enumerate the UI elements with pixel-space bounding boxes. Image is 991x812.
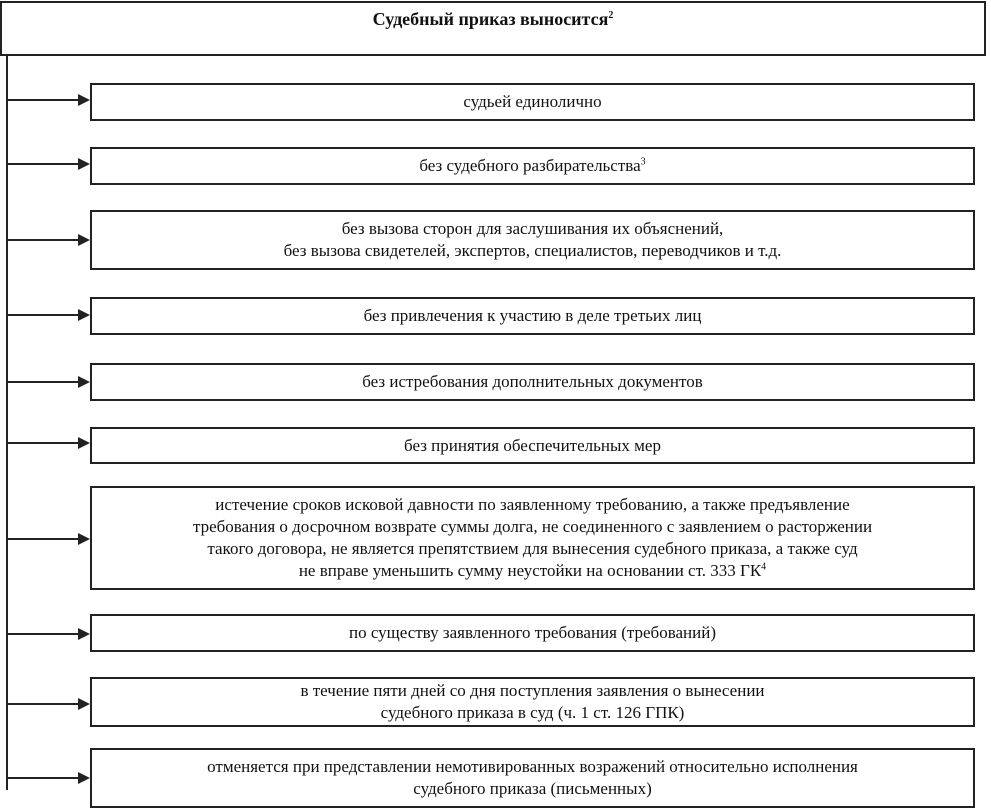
item-6-line-1: без принятия обеспечительных мер — [404, 435, 661, 455]
item-10-line-2: судебного приказа (письменных) — [413, 779, 652, 798]
item-box-7 — [90, 486, 975, 590]
item-7-footnote-mark: 4 — [761, 561, 767, 573]
item-box-4 — [90, 297, 975, 335]
item-7-line-2: требования о досрочном возврате суммы долга, не соединенного с заявлением о расторжении — [192, 517, 873, 536]
item-7-line-4: не вправе уменьшить сумму неустойки на основании ст. 333 $ГК^4$ — [298, 561, 767, 580]
item-4-line-1: без привлечения к участию в деле третьих лиц — [363, 306, 702, 325]
item-3-line-2: без вызова свидетелей, экспертов, специалистов, переводчиков и т.д. — [283, 241, 782, 260]
title-footnote-mark: 2 — [608, 10, 614, 21]
diagram-title — [0, 1, 986, 56]
item-9-line-1: в течение пяти дней со дня поступления заявления о вынесении — [300, 681, 765, 700]
item-7-line-1: истечение сроков исковой давности по заявленному требованию, а также предъявление — [215, 495, 850, 514]
arrow-2 — [8, 163, 78, 165]
item-5-line-1: без истребования дополнительных документов — [362, 372, 703, 391]
arrow-4 — [8, 314, 78, 316]
item-box-2 — [90, 147, 975, 185]
item-box-3 — [90, 210, 975, 270]
arrow-9 — [8, 703, 78, 705]
item-2-line-1: без судебного разбирательства$^3$ — [419, 156, 646, 175]
arrow-8 — [8, 633, 78, 635]
item-7-line-3: такого договора, не является препятствием для вынесения судебного приказа, а также суд — [207, 539, 858, 558]
item-9-line-2: судебного приказа в суд (ч. 1 ст. 126 ГПК) — [380, 703, 685, 722]
item-box-8 — [90, 614, 975, 652]
item-box-1 — [90, 83, 975, 121]
arrow-3 — [8, 239, 78, 241]
title-text: Судебный приказ выносится — [372, 9, 609, 29]
arrow-6 — [8, 442, 78, 444]
item-8-line-1: по существу заявленного требования (требований) — [348, 623, 717, 642]
item-box-10 — [90, 748, 975, 808]
arrow-5 — [8, 381, 78, 383]
item-10-line-1: отменяется при представлении немотивированных возражений относительно исполнения — [207, 757, 858, 776]
arrow-10 — [8, 777, 78, 779]
item-box-6 — [90, 427, 975, 464]
item-box-9 — [90, 677, 975, 727]
arrow-7 — [8, 538, 78, 540]
item-2-footnote-mark: 3 — [640, 156, 646, 168]
item-box-5 — [90, 363, 975, 401]
item-3-line-1: без вызова сторон для заслушивания их объяснений, — [341, 219, 724, 238]
item-1-line-1: судьей единолично — [463, 92, 602, 111]
arrow-1 — [8, 99, 78, 101]
connector-spine — [6, 56, 8, 790]
